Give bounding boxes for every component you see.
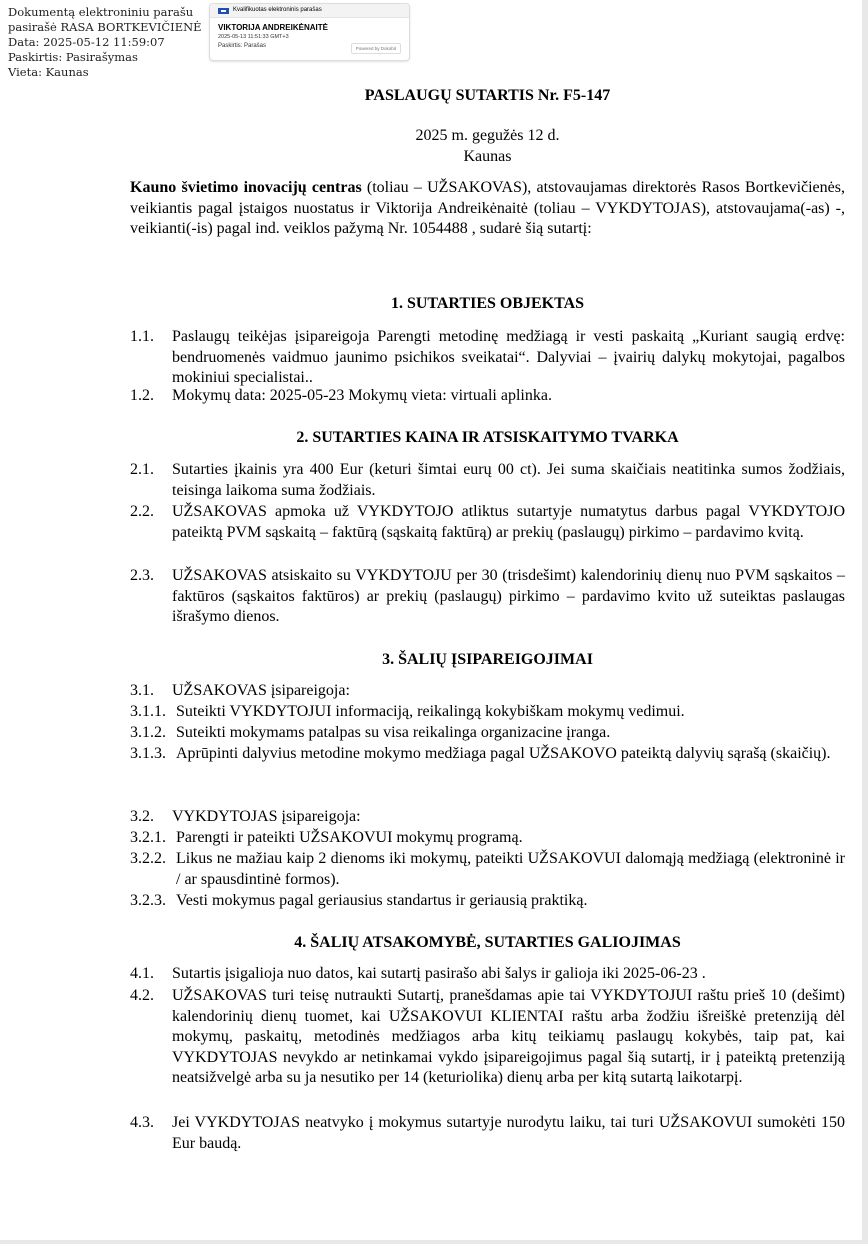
section-heading-text: 1. SUTARTIES OBJEKTAS xyxy=(390,295,585,312)
clause-text: Vesti mokymus pagal geriausius standartus ir geriausią praktiką. xyxy=(176,892,588,909)
section-heading xyxy=(130,294,845,315)
clause-item xyxy=(130,386,845,407)
signature-purpose: Paskirtis: Parašas xyxy=(218,43,267,49)
clause-item xyxy=(130,702,845,723)
contract-place: Kaunas xyxy=(463,148,512,165)
section-heading xyxy=(130,428,845,449)
clause-item xyxy=(130,849,845,890)
clause-number: 1.1. xyxy=(130,328,154,345)
section-heading-text: 2. SUTARTIES KAINA IR ATSISKAITYMO TVARKA xyxy=(296,429,679,446)
document-title xyxy=(130,86,845,107)
clause-number: 3.1.1. xyxy=(130,703,166,720)
clause-text: Parengti ir pateikti UŽSAKOVUI mokymų programą. xyxy=(176,829,523,846)
eu-flag-icon xyxy=(218,8,229,14)
clause-number: 2.2. xyxy=(130,503,154,520)
stamp-line: pasirašė RASA BORTKEVIČIENĖ xyxy=(8,20,202,34)
clause-text: VYKDYTOJAS įsipareigoja: xyxy=(172,808,361,825)
page-edge-right xyxy=(862,0,868,1244)
clause-text: Jei VYKDYTOJAS neatvyko į mokymus sutartyje nurodytu laiku, tai turi UŽSAKOVUI sumokėti 150 Eur baudą. xyxy=(172,1114,845,1152)
section-heading xyxy=(130,650,845,671)
clause-text: Paslaugų teikėjas įsipareigoja Parengti metodinę medžiagą ir vesti paskaitą „Kuriant saugią erdvę: bendruomenės vaidmuo jaunimo psichikos sveikatai“. Dalyviai – įvairių dalykų mokytojai, pagalbos mokiniui specialistai.. xyxy=(172,328,845,386)
signer-name: VIKTORIJA ANDREIKĖNAITĖ xyxy=(218,23,328,32)
clause-item xyxy=(130,744,845,765)
title-text: PASLAUGŲ SUTARTIS Nr. F5-147 xyxy=(364,87,611,104)
clause-number: 2.3. xyxy=(130,567,154,584)
stamp-line: Data: 2025-05-12 11:59:07 xyxy=(8,35,165,49)
clause-number: 4.3. xyxy=(130,1114,154,1131)
clause-number: 3.1.3. xyxy=(130,745,166,762)
clause-item xyxy=(130,891,845,912)
clause-item xyxy=(130,723,845,744)
clause-number: 2.1. xyxy=(130,461,154,478)
stamp-line: Vieta: Kaunas xyxy=(8,65,89,79)
clause-number: 3.2.1. xyxy=(130,829,166,846)
intro-text: (toliau – UŽSAKOVAS), atstovaujamas direktorės Rasos Bortkevičienės, veikiantis pagal įstaigos nuostatus ir Viktorija Andreikėnaitė (toliau – VYKDYTOJAS), atstovaujama(-as) -, veikianti(-is) pagal ind. veiklos pažymą Nr. 1054488 , sudarė šią sutartį: xyxy=(130,179,845,237)
clause-number: 1.2. xyxy=(130,387,154,404)
powered-by-badge: Powered by Dokobit xyxy=(351,43,401,54)
client-name: Kauno švietimo inovacijų centras xyxy=(130,179,362,196)
clause-number: 3.2.2. xyxy=(130,850,166,867)
clause-text: Suteikti VYKDYTOJUI informaciją, reikalingą kokybiškam mokymų vedimui. xyxy=(176,703,685,720)
e-signature-stamp xyxy=(8,5,202,80)
clause-item xyxy=(130,681,845,702)
clause-item xyxy=(130,1113,845,1154)
clause-number: 3.2. xyxy=(130,808,154,825)
clause-text: Sutarties įkainis yra 400 Eur (keturi šimtai eurų 00 ct). Jei suma skaičiais neatitinka sumos žodžiais, teisinga laikoma suma žodžiais. xyxy=(172,461,845,499)
clause-number: 3.2.3. xyxy=(130,892,166,909)
clause-number: 4.1. xyxy=(130,965,154,982)
contract-date: 2025 m. gegužės 12 d. xyxy=(415,127,560,144)
clause-text: Mokymų data: 2025-05-23 Mokymų vieta: virtuali aplinka. xyxy=(172,387,552,404)
clause-item xyxy=(130,828,845,849)
clause-number: 3.1.2. xyxy=(130,724,166,741)
signature-header: Kvalifikuotas elektroninis parašas xyxy=(233,7,322,13)
clause-number: 4.2. xyxy=(130,987,154,1004)
clause-item xyxy=(130,460,845,501)
clause-text: Likus ne mažiau kaip 2 dienoms iki mokymų, pateikti UŽSAKOVUI dalomąją medžiagą (elektroninė ir / ar spausdintinė formos). xyxy=(176,850,845,888)
page-edge-bottom xyxy=(0,1240,868,1244)
stamp-line: Dokumentą elektroniniu parašu xyxy=(8,5,194,19)
clause-text: UŽSAKOVAS atsiskaito su VYKDYTOJU per 30 (trisdešimt) kalendorinių dienų nuo PVM sąskaitos – faktūros (sąskaitos faktūros) ar prekių (paslaugų) pirkimo – pardavimo kvito už suteiktas paslaugas išrašymo dienos. xyxy=(172,567,845,625)
stamp-line: Paskirtis: Pasirašymas xyxy=(8,50,138,64)
clause-text: UŽSAKOVAS turi teisę nutraukti Sutartį, pranešdamas apie tai VYKDYTOJUI raštu prieš 10 (dešimt) kalendorinių dienų tuomet, kai UŽSAKOVUI KLIENTAI raštu arba žodžiu išreiškė pretenziją dėl mokymų, paskaitų, metodinės medžiagos arba kitų teikiamų paslaugų kokybės, taip pat, kai VYKDYTOJAS nevykdo ar netinkamai vykdo įsipareigojimus pagal šią sutartį, ir į pateiktą pretenziją neatsižvelgė arba su ja nesutiko per 14 (keturiolika) dienų arba per kitą sutartą laikotarpį. xyxy=(172,987,845,1086)
clause-number: 3.1. xyxy=(130,682,154,699)
clause-item xyxy=(130,502,845,543)
clause-item xyxy=(130,327,845,389)
clause-text: UŽSAKOVAS apmoka už VYKDYTOJO atliktus sutartyje numatytus darbus pagal VYKDYTOJO pateiktą PVM sąskaitą – faktūrą (sąskaitą faktūrą) ar prekių (paslaugų) pirkimo – pardavimo kvitą. xyxy=(172,503,845,541)
section-heading-text: 4. ŠALIŲ ATSAKOMYBĖ, SUTARTIES GALIOJIMAS xyxy=(294,934,681,951)
clause-item xyxy=(130,986,845,1089)
clause-item xyxy=(130,964,845,985)
clause-text: UŽSAKOVAS įsipareigoja: xyxy=(172,682,350,699)
clause-text: Sutartis įsigalioja nuo datos, kai sutartį pasirašo abi šalys ir galioja iki 2025-06-23 . xyxy=(172,965,706,982)
clause-item xyxy=(130,566,845,628)
intro-paragraph xyxy=(130,178,845,240)
section-heading-text: 3. ŠALIŲ ĮSIPAREIGOJIMAI xyxy=(382,651,593,668)
signature-datetime: 2025-05-13 11:51:33 GMT+3 xyxy=(218,34,289,40)
clause-text: Suteikti mokymams patalpas su visa reikalinga organizacine įranga. xyxy=(176,724,611,741)
section-heading xyxy=(130,933,845,954)
qualified-signature-box xyxy=(209,3,410,61)
clause-text: Aprūpinti dalyvius metodine mokymo medžiaga pagal UŽSAKOVO pateiktą dalyvių sąrašą (skaičių). xyxy=(176,745,831,762)
clause-item xyxy=(130,807,845,828)
